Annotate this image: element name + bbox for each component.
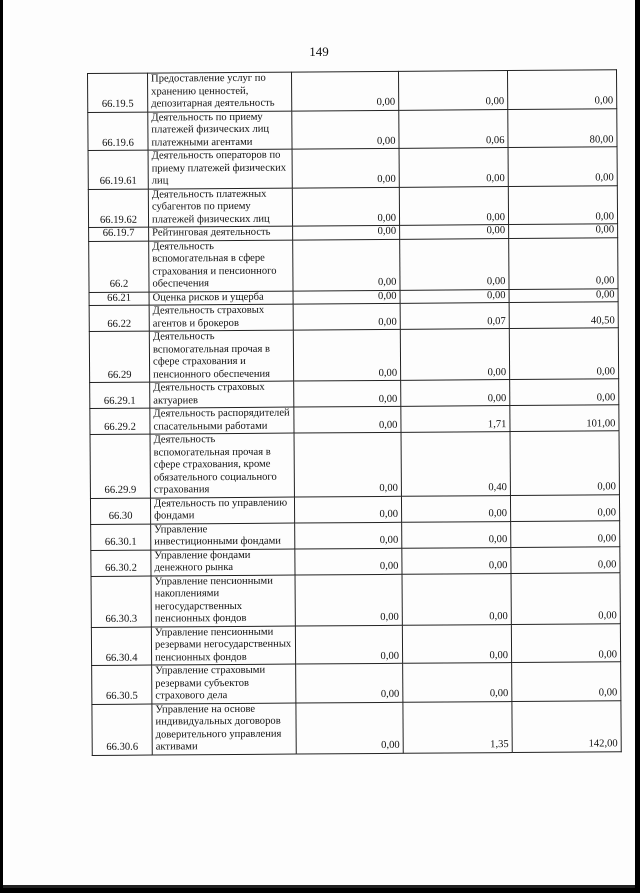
row-value-3: 0,00 <box>508 185 617 224</box>
scan-edge <box>3 885 635 888</box>
row-value-2: 0,06 <box>399 109 508 148</box>
row-value-1: 0,00 <box>292 110 399 149</box>
table-row <box>91 520 620 550</box>
row-value-2: 0,00 <box>402 624 511 663</box>
row-code: 66.2 <box>89 241 149 292</box>
row-activity-name: Рейтинговая деятельность <box>149 226 293 241</box>
row-value-3: 0,00 <box>509 328 618 380</box>
table-row <box>92 662 621 704</box>
row-value-1: 0,00 <box>294 380 401 407</box>
row-value-3: 0,00 <box>511 623 620 662</box>
table-row <box>90 379 619 409</box>
row-code: 66.30.2 <box>91 550 151 576</box>
row-value-1: 0,00 <box>295 522 402 549</box>
row-code: 66.19.61 <box>88 150 148 189</box>
row-activity-name: Управление пенсионными резервами негосударственных пенсионных фондов <box>151 626 295 666</box>
row-activity-name: Управление страховыми резервами субъектов страхового дела <box>152 664 296 704</box>
row-value-2: 0,00 <box>400 238 509 290</box>
row-value-2: 0,00 <box>399 148 508 187</box>
row-code: 66.21 <box>89 292 149 306</box>
row-activity-name: Деятельность по приему платежей физических лиц платежными агентами <box>148 111 292 151</box>
row-activity-name: Деятельность вспомогательная прочая в сфере страхования, кроме обязательного социального страхования <box>150 433 294 498</box>
row-code: 66.22 <box>89 305 149 331</box>
table-row <box>88 147 617 189</box>
row-value-3: 0,00 <box>511 546 620 573</box>
row-value-3: 101,00 <box>510 405 619 432</box>
row-activity-name: Деятельность страховых актуариев <box>150 381 294 408</box>
activity-table <box>87 69 622 755</box>
row-value-1: 0,00 <box>296 702 403 754</box>
table-row <box>91 623 620 665</box>
row-code: 66.30.1 <box>91 524 151 550</box>
row-code: 66.19.62 <box>88 189 148 228</box>
row-value-1: 0,00 <box>295 574 402 626</box>
row-value-1: 0,00 <box>293 225 400 239</box>
row-value-1: 0,00 <box>294 432 401 496</box>
row-value-1: 0,00 <box>293 290 400 304</box>
row-value-3: 0,00 <box>512 662 621 701</box>
table-row <box>88 108 617 150</box>
table-row <box>88 70 617 112</box>
row-code: 66.19.7 <box>89 227 149 241</box>
row-value-2: 1,35 <box>403 701 512 753</box>
table-row <box>89 328 618 383</box>
row-value-2: 0,00 <box>403 663 512 702</box>
row-value-3: 0,00 <box>510 494 619 521</box>
row-code: 66.29.9 <box>90 434 150 498</box>
row-code: 66.30 <box>90 498 150 524</box>
row-value-2: 0,00 <box>400 225 509 239</box>
row-value-1: 0,00 <box>294 496 401 523</box>
row-value-3: 142,00 <box>512 700 621 752</box>
row-value-2: 0,00 <box>401 380 510 407</box>
row-activity-name: Деятельность платежных субагентов по приему платежей физических лиц <box>148 188 292 228</box>
table-row <box>89 237 618 292</box>
row-code: 66.30.3 <box>91 576 151 627</box>
table-row <box>90 405 619 435</box>
page-number: 149 <box>309 44 329 59</box>
row-value-2: 0,00 <box>402 521 511 548</box>
row-value-2: 0,00 <box>398 71 507 110</box>
row-code: 66.19.6 <box>88 112 148 151</box>
row-activity-name: Управление на основе индивидуальных договоров доверительного управления активами <box>152 703 296 755</box>
table-row <box>90 431 619 498</box>
table-row <box>92 700 621 755</box>
row-activity-name: Управление инвестиционными фондами <box>151 523 295 550</box>
table-row <box>91 572 620 627</box>
row-value-1: 0,00 <box>296 663 403 702</box>
row-code: 66.30.6 <box>92 704 152 755</box>
row-activity-name: Деятельность вспомогательная в сфере страхования и пенсионного обеспечения <box>149 240 293 292</box>
row-value-1: 0,00 <box>291 71 398 110</box>
row-value-3: 0,00 <box>507 70 616 109</box>
row-value-2: 0,07 <box>400 303 509 330</box>
row-value-1: 0,00 <box>293 239 400 291</box>
row-value-1: 0,00 <box>293 303 400 330</box>
row-value-1: 0,00 <box>295 548 402 575</box>
row-activity-name: Деятельность распорядителей спасательными работами <box>150 407 294 434</box>
row-value-1: 0,00 <box>294 406 401 433</box>
row-value-3: 0,00 <box>511 572 620 624</box>
row-value-3: 0,00 <box>509 237 618 289</box>
row-value-2: 0,00 <box>401 495 510 522</box>
row-activity-name: Предоставление услуг по хранению ценностей, депозитарная деятельность <box>148 72 292 112</box>
row-value-2: 0,00 <box>399 186 508 225</box>
row-value-2: 0,00 <box>402 547 511 574</box>
row-value-3: 0,00 <box>510 379 619 406</box>
row-value-3: 0,00 <box>511 520 620 547</box>
row-activity-name: Деятельность операторов по приему платежей физических лиц <box>148 149 292 189</box>
row-value-2: 0,00 <box>402 573 511 625</box>
row-value-1: 0,00 <box>295 625 402 664</box>
row-code: 66.29.1 <box>90 382 150 408</box>
row-value-3: 80,00 <box>508 108 617 147</box>
row-value-2: 0,00 <box>400 329 509 381</box>
table-row <box>90 494 619 524</box>
row-value-2: 1,71 <box>401 406 510 433</box>
row-value-1: 0,00 <box>293 329 400 381</box>
row-activity-name: Деятельность вспомогательная прочая в сфере страхования и пенсионного обеспечения <box>149 330 293 382</box>
row-value-3: 40,50 <box>509 302 618 329</box>
row-activity-name: Управление пенсионными накоплениями негосударственных пенсионных фондов <box>151 575 295 627</box>
row-value-3: 0,00 <box>510 431 619 495</box>
row-value-3: 0,00 <box>509 288 618 302</box>
table-row <box>89 302 618 332</box>
document-page <box>3 0 635 888</box>
row-value-3: 0,00 <box>509 224 618 238</box>
row-code: 66.29.2 <box>90 408 150 434</box>
row-value-1: 0,00 <box>292 187 399 226</box>
row-code: 66.29 <box>89 331 149 382</box>
row-activity-name: Управление фондами денежного рынка <box>151 549 295 576</box>
row-activity-name: Деятельность по управлению фондами <box>150 497 294 524</box>
row-activity-name: Деятельность страховых агентов и брокеров <box>149 304 293 331</box>
table-row <box>88 185 617 227</box>
row-value-2: 0,40 <box>401 432 510 496</box>
row-activity-name: Оценка рисков и ущерба <box>149 291 293 306</box>
row-code: 66.30.4 <box>91 627 151 666</box>
row-code: 66.30.5 <box>92 665 152 704</box>
row-value-3: 0,00 <box>508 147 617 186</box>
row-value-1: 0,00 <box>292 148 399 187</box>
row-code: 66.19.5 <box>88 73 148 112</box>
table-row <box>91 546 620 576</box>
row-value-2: 0,00 <box>400 289 509 303</box>
